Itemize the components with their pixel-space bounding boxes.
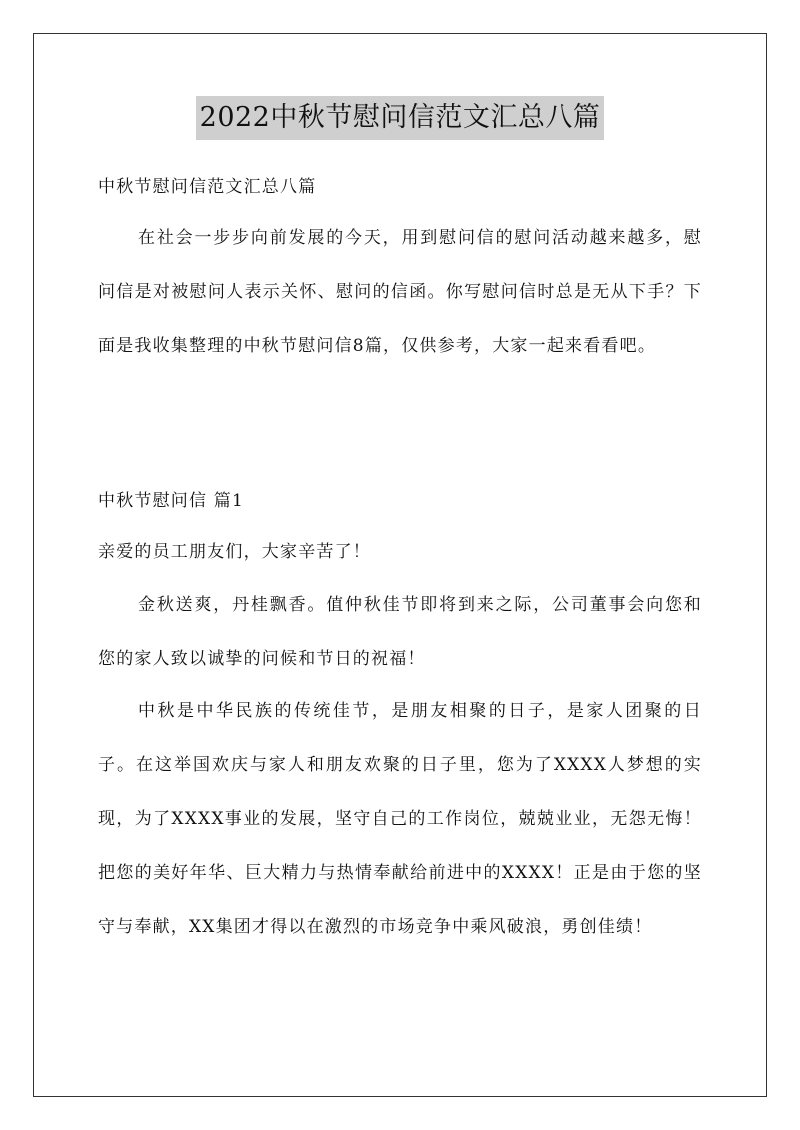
body-paragraph-1: 金秋送爽，丹桂飘香。值仲秋佳节即将到来之际，公司董事会向您和您的家人致以诚挚的问候和节日的祝福！	[98, 595, 702, 669]
document-subtitle: 中秋节慰问信范文汇总八篇	[98, 177, 317, 197]
section-heading: 中秋节慰问信 篇1	[98, 491, 245, 511]
intro-paragraph: 在社会一步步向前发展的今天，用到慰问信的慰问活动越来越多，慰问信是对被慰问人表示关怀、慰问的信函。你写慰问信时总是无从下手？下面是我收集整理的中秋节慰问信8篇，仅供参考，大家一起来看看吧。	[98, 228, 702, 356]
title-container	[0, 96, 800, 140]
body-paragraph-2: 中秋是中华民族的传统佳节，是朋友相聚的日子，是家人团聚的日子。在这举国欢庆与家人和朋友欢聚的日子里，您为了XXXX人梦想的实现，为了XXXX事业的发展，坚守自己的工作岗位，兢兢业业，无怨无悔！把您的美好年华、巨大精力与热情奉献给前进中的XXXX！正是由于您的坚守与奉献，XX集团才得以在激烈的市场竞争中乘风破浪，勇创佳绩！	[98, 701, 702, 937]
document-title: 2022中秋节慰问信范文汇总八篇	[196, 96, 605, 140]
greeting-line: 亲爱的员工朋友们，大家辛苦了！	[98, 542, 371, 562]
